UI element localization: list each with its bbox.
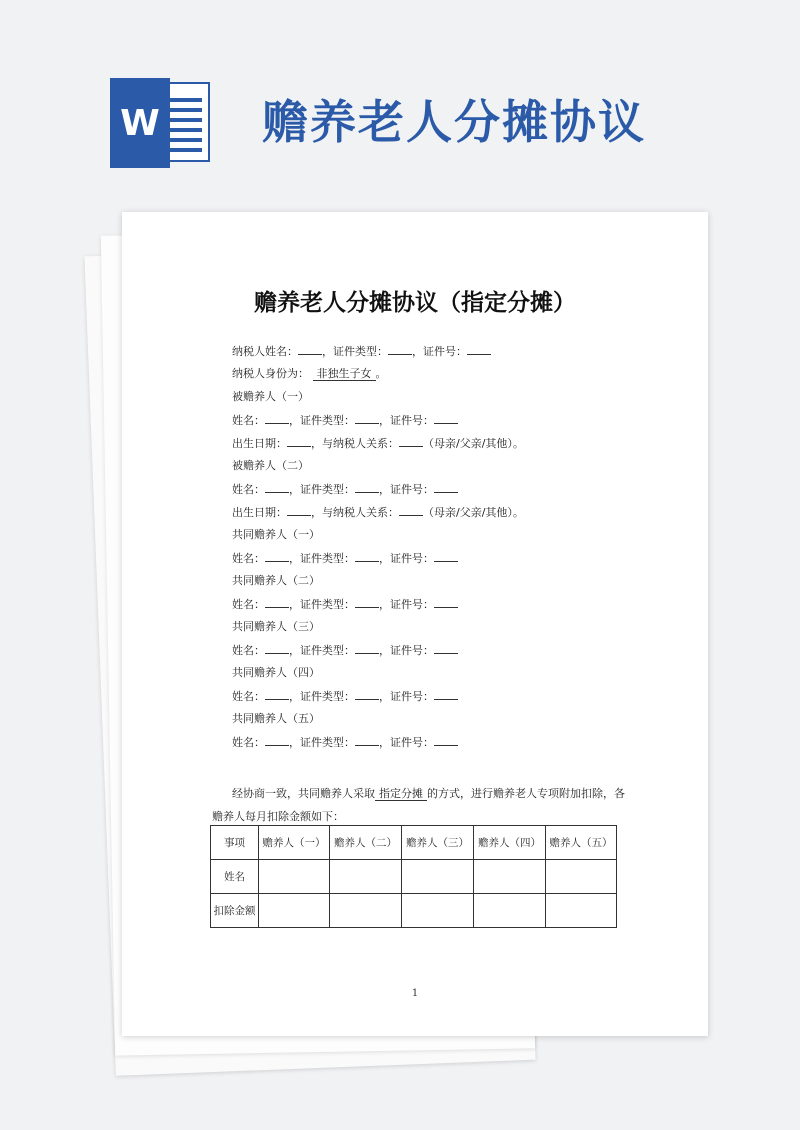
- blank-field[interactable]: [467, 342, 491, 355]
- blank-field[interactable]: [265, 733, 289, 746]
- blank-field[interactable]: [355, 480, 379, 493]
- table-row-label: 姓名: [211, 860, 259, 894]
- dependent-dob-line: 出生日期： ，与纳税人关系： （母亲/父亲/其他）。: [232, 434, 524, 451]
- blank-field[interactable]: [355, 687, 379, 700]
- co-supporter-heading: 共同赡养人（二）: [232, 574, 320, 587]
- dependent-id-line: 姓名： ，证件类型： ，证件号：: [232, 411, 458, 428]
- agreement-method: 指定分摊: [375, 787, 427, 801]
- co-supporter-heading: 共同赡养人（四）: [232, 666, 320, 679]
- co-supporter-heading: 共同赡养人（五）: [232, 712, 320, 725]
- table-cell[interactable]: [330, 894, 402, 928]
- document-page: [122, 212, 708, 1036]
- co-supporter-id-line: 姓名： ，证件类型： ，证件号：: [232, 733, 458, 750]
- co-supporter-id-line: 姓名： ，证件类型： ，证件号：: [232, 687, 458, 704]
- page-number: 1: [411, 988, 419, 999]
- table-cell[interactable]: [259, 860, 330, 894]
- table-cell[interactable]: [402, 894, 474, 928]
- dependent-heading: 被赡养人（一）: [232, 390, 309, 403]
- blank-field[interactable]: [355, 733, 379, 746]
- table-header-cell: 赡养人（一）: [259, 826, 330, 860]
- blank-field[interactable]: [265, 480, 289, 493]
- blank-field[interactable]: [434, 411, 458, 424]
- blank-field[interactable]: [287, 503, 311, 516]
- document-title: 赡养老人分摊协议（指定分摊）: [254, 290, 576, 316]
- allocation-table: [210, 825, 617, 928]
- blank-field[interactable]: [399, 434, 423, 447]
- table-header-row: [211, 826, 617, 860]
- blank-field[interactable]: [265, 641, 289, 654]
- blank-field[interactable]: [355, 411, 379, 424]
- table-cell[interactable]: [474, 860, 546, 894]
- table-cell[interactable]: [402, 860, 474, 894]
- agreement-paragraph: 经协商一致，共同赡养人采取 指定分摊 的方式，进行赡养老人专项附加扣除，各赡养人每月扣除金额如下：: [212, 787, 625, 823]
- co-supporter-id-line: 姓名： ，证件类型： ，证件号：: [232, 549, 458, 566]
- word-icon: W: [110, 78, 170, 168]
- blank-field[interactable]: [434, 549, 458, 562]
- table-row: [211, 894, 617, 928]
- dependent-dob-line: 出生日期： ，与纳税人关系： （母亲/父亲/其他）。: [232, 503, 524, 520]
- table-cell[interactable]: [259, 894, 330, 928]
- blank-field[interactable]: [434, 733, 458, 746]
- header-title: 赡养老人分摊协议: [262, 95, 646, 149]
- table-cell[interactable]: [474, 894, 546, 928]
- co-supporter-id-line: 姓名： ，证件类型： ，证件号：: [232, 641, 458, 658]
- blank-field[interactable]: [265, 411, 289, 424]
- blank-field[interactable]: [265, 595, 289, 608]
- table-header-cell: 赡养人（四）: [474, 826, 546, 860]
- blank-field[interactable]: [265, 549, 289, 562]
- dependent-heading: 被赡养人（二）: [232, 459, 309, 472]
- dependent-id-line: 姓名： ，证件类型： ，证件号：: [232, 480, 458, 497]
- blank-field[interactable]: [298, 342, 322, 355]
- taxpayer-identity-line: 纳税人身份为： 非独生子女 。: [232, 367, 387, 380]
- table-header-cell: 赡养人（三）: [402, 826, 474, 860]
- co-supporter-id-line: 姓名： ，证件类型： ，证件号：: [232, 595, 458, 612]
- co-supporter-heading: 共同赡养人（三）: [232, 620, 320, 633]
- word-logo: [110, 78, 212, 168]
- blank-field[interactable]: [434, 687, 458, 700]
- table-header-cell: 赡养人（二）: [330, 826, 402, 860]
- table-header-cell: 赡养人（五）: [546, 826, 617, 860]
- blank-field[interactable]: [388, 342, 412, 355]
- table-header-cell: 事项: [211, 826, 259, 860]
- blank-field[interactable]: [287, 434, 311, 447]
- blank-field[interactable]: [399, 503, 423, 516]
- table-cell[interactable]: [546, 860, 617, 894]
- table-row: [211, 860, 617, 894]
- blank-field[interactable]: [434, 480, 458, 493]
- blank-field[interactable]: [355, 641, 379, 654]
- table-cell[interactable]: [330, 860, 402, 894]
- identity-value: 非独生子女: [313, 367, 376, 381]
- table-cell[interactable]: [546, 894, 617, 928]
- co-supporter-heading: 共同赡养人（一）: [232, 528, 320, 541]
- blank-field[interactable]: [355, 549, 379, 562]
- blank-field[interactable]: [355, 595, 379, 608]
- table-row-label: 扣除金额: [211, 894, 259, 928]
- blank-field[interactable]: [434, 595, 458, 608]
- blank-field[interactable]: [265, 687, 289, 700]
- blank-field[interactable]: [434, 641, 458, 654]
- taxpayer-id-line: 纳税人姓名： ，证件类型： ，证件号：: [232, 342, 491, 359]
